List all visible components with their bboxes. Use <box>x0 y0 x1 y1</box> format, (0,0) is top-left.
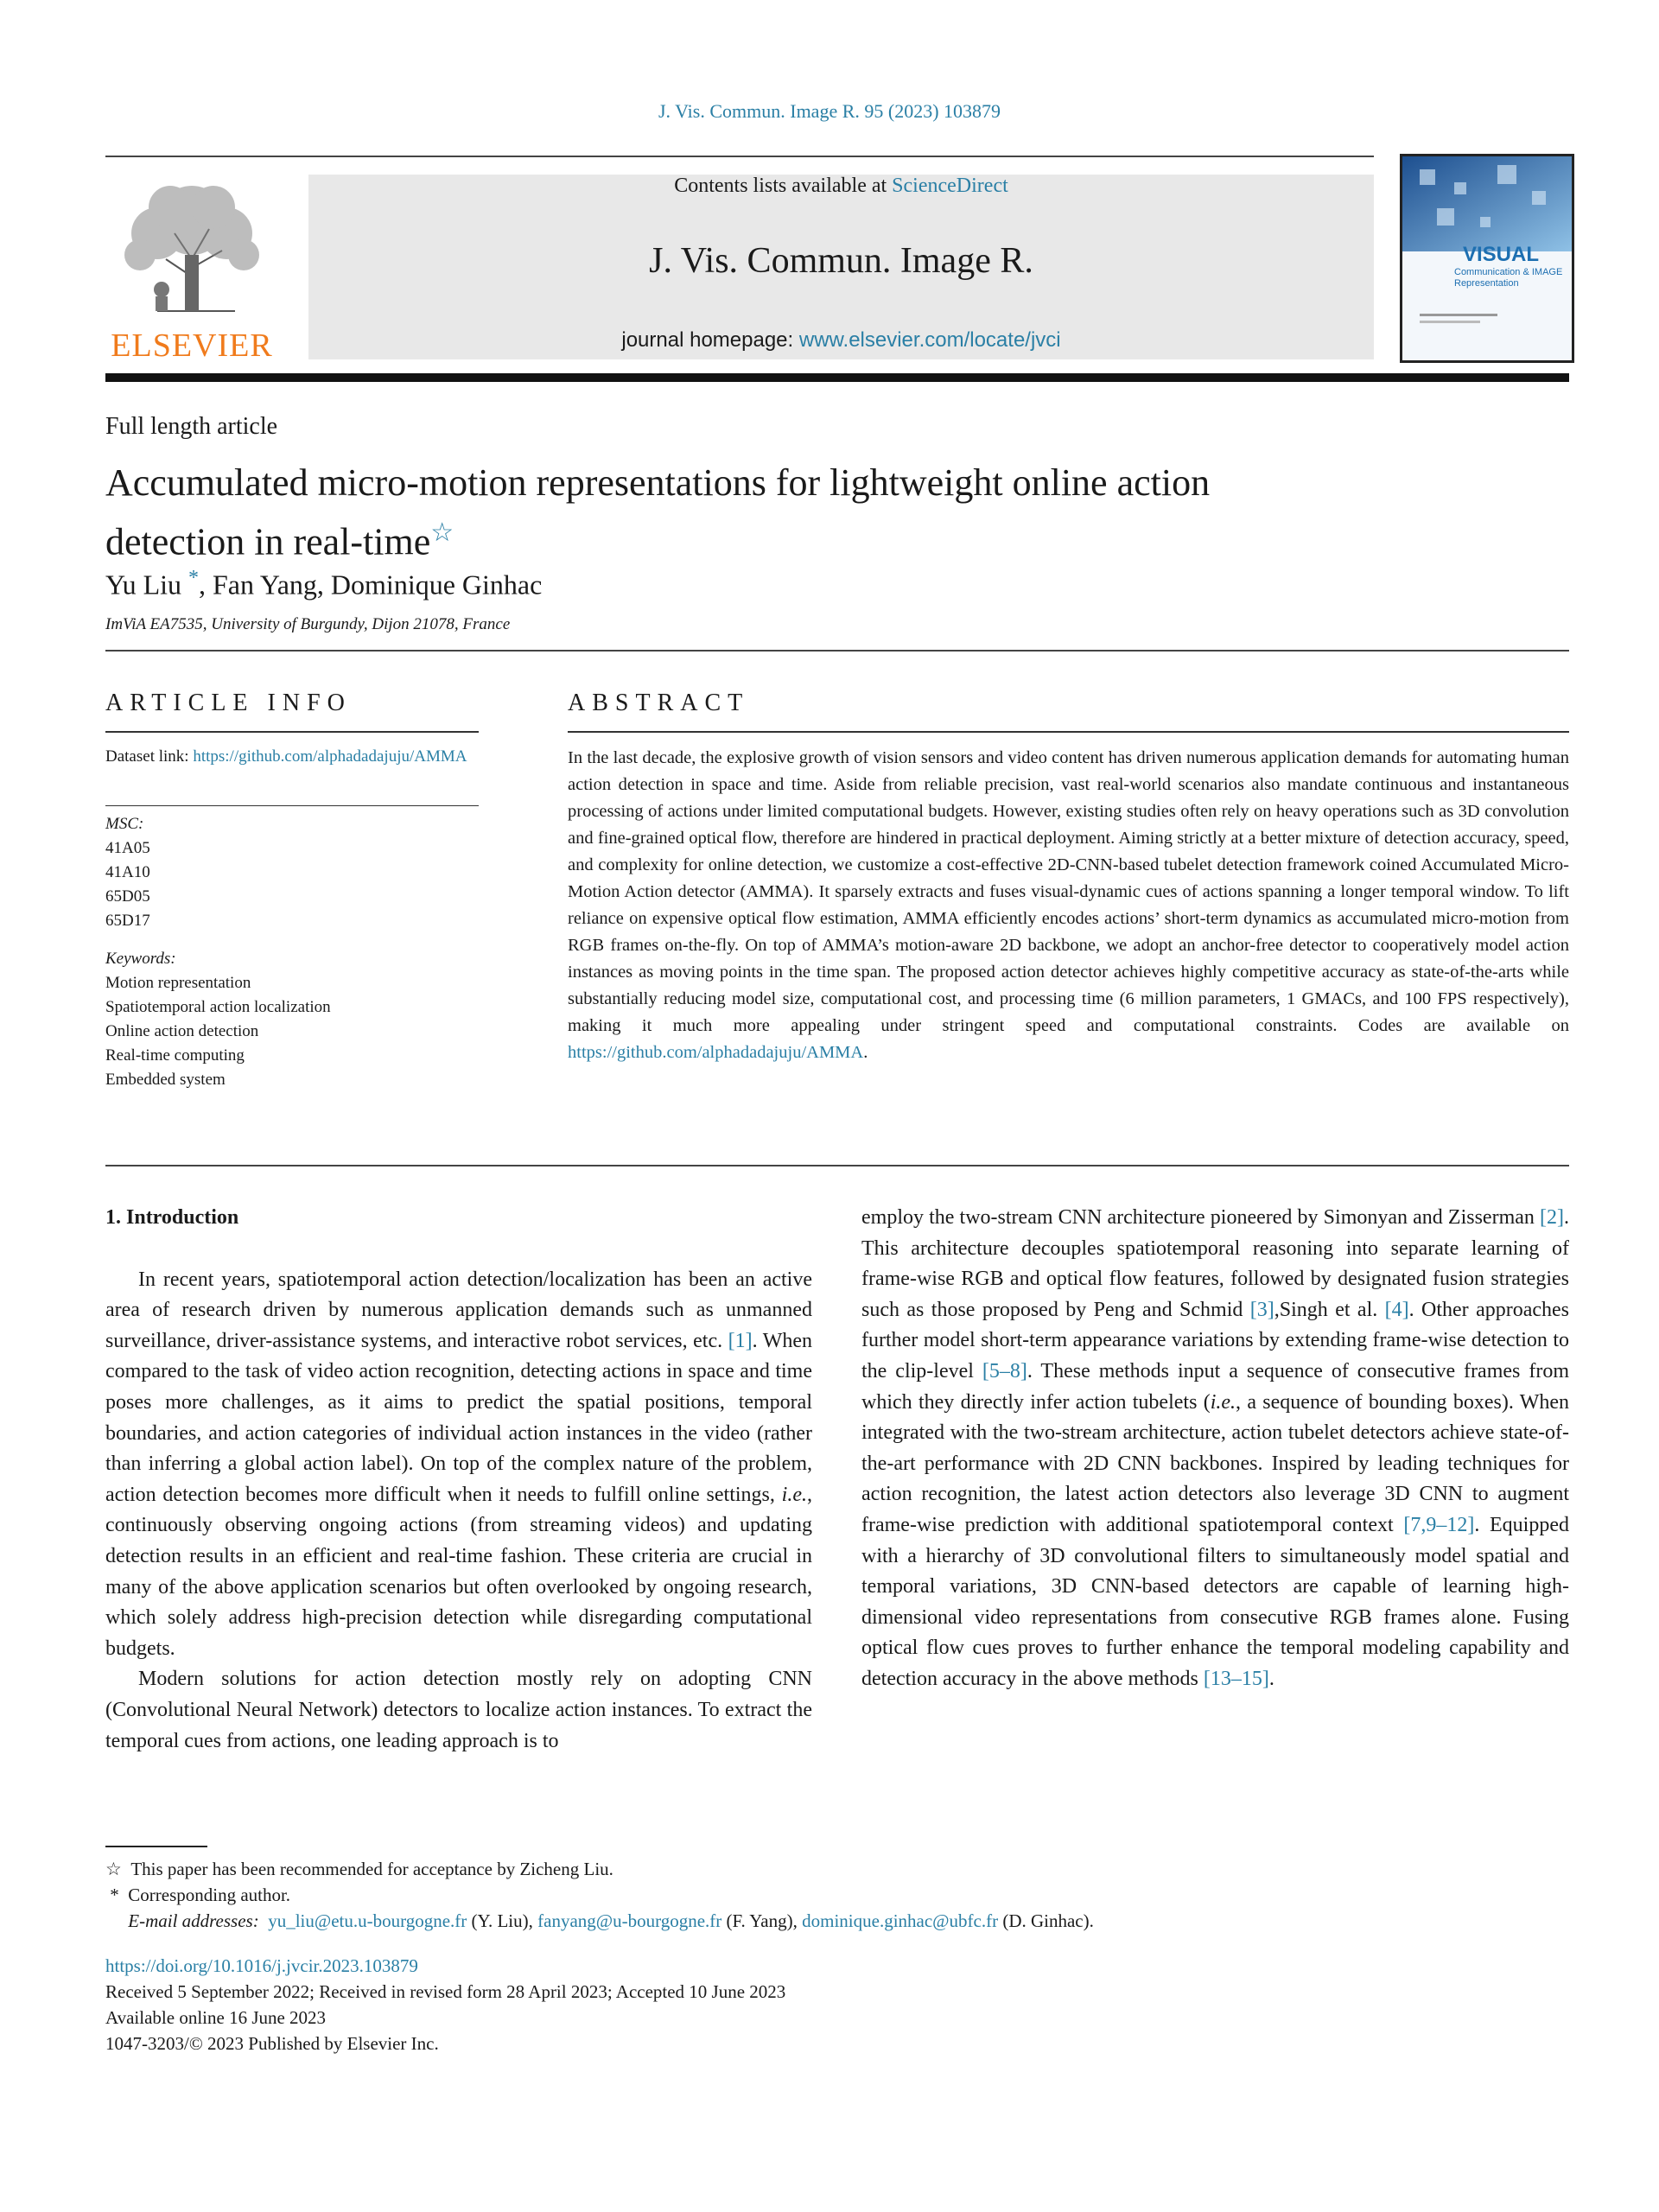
article-title: Accumulated micro-motion representations for lightweight online action detection in real-time☆ <box>105 461 1211 563</box>
journal-reference[interactable]: J. Vis. Commun. Image R. 95 (2023) 103879 <box>658 100 1001 122</box>
title-footnote-star-icon[interactable]: ☆ <box>430 518 454 547</box>
homepage-link[interactable]: www.elsevier.com/locate/jvci <box>798 328 1061 352</box>
email-link-liu[interactable]: yu_liu@etu.u-bourgogne.fr <box>268 1910 467 1931</box>
abstract-rule <box>568 731 1569 733</box>
email-link-ginhac[interactable]: dominique.ginhac@ubfc.fr <box>802 1910 999 1931</box>
keyword: Online action detection <box>105 1022 259 1040</box>
code-link[interactable]: https://github.com/alphadadajuju/AMMA <box>568 1043 864 1062</box>
keyword: Embedded system <box>105 1071 226 1089</box>
citation-link[interactable]: [5–8] <box>982 1359 1027 1382</box>
received-dates: Received 5 September 2022; Received in revised form 28 April 2023; Accepted 10 June 2023 <box>105 1981 786 2002</box>
masthead-thick-rule <box>105 373 1569 382</box>
msc-label: MSC: <box>105 815 144 833</box>
right-column <box>861 1203 1569 1695</box>
citation-link[interactable]: [3] <box>1249 1298 1274 1321</box>
keywords-label: Keywords: <box>105 950 176 968</box>
doi-link[interactable]: https://doi.org/10.1016/j.jvcir.2023.103879 <box>105 1955 418 1976</box>
abstract-heading: ABSTRACT <box>568 690 750 716</box>
article-info-divider <box>105 805 479 806</box>
keyword: Spatiotemporal action localization <box>105 998 331 1016</box>
intro-paragraph-1: In recent years, spatiotemporal action detection/localization has been an active area of research driven by numerous application demands such as unmanned surveillance, driver-assistance systems, and interactive robot services, etc. [1]. When compared to the task of video action recognition, detecting actions in space and time poses more challenges, as it aims to predict the spatial positions, temporal boundaries, and action categories of individual action instances in the video (rather than inferring a global action label). On top of the complex nature of the problem, action detection becomes more difficult when it needs to fulfill online settings, i.e., continuously observing ongoing actions (from streaming videos) and updating detection results in an efficient and real-time fashion. These criteria are crucial in many of the above application scenarios but often overlooked by ongoing research, which solely address high-precision detection while disregarding computational budgets. <box>105 1268 813 1660</box>
elsevier-wordmark: ELSEVIER <box>111 327 273 364</box>
citation-link[interactable]: [4] <box>1384 1298 1409 1321</box>
authors: Yu Liu *, Fan Yang, Dominique Ginhac <box>105 567 543 601</box>
journal-cover-image <box>1400 154 1574 363</box>
dataset-link-block: Dataset link: https://github.com/alphadadajuju/AMMA <box>105 747 467 766</box>
citation-link[interactable]: [2] <box>1540 1206 1564 1229</box>
footnote-recommendation: ☆ This paper has been recommended for acceptance by Zicheng Liu. <box>105 1859 613 1879</box>
header-rule <box>105 156 1374 157</box>
cover-subtitle: Communication & IMAGE Representation <box>1454 267 1563 289</box>
abstract-body: In the last decade, the explosive growth of vision sensors and video content has driven numerous application demands for automating human action detection in space and time. Aside from reliable precision, vast real-world scenarios also mandate continuous and instantaneous processing of actions under limited computational budgets. However, existing studies often rely on heavy operations such as 3D convolution and fine-grained optical flow, therefore are hindered in practical deployment. Aiming strictly at a better mixture of detection accuracy, speed, and complexity for online detection, we customize a cost-effective 2D-CNN-based tubelet detection framework coined Accumulated Micro-Motion Action detector (AMMA). It sparsely extracts and fuses visual-dynamic cues of actions spanning a longer temporal window. To lift reliance on expensive optical flow estimation, AMMA efficiently encodes actions’ short-term dynamics as accumulated micro-motion from RGB frames on-the-fly. On top of AMMA’s motion-aware 2D backbone, we adopt an anchor-free detector to cooperatively model action instances as moving points in the time span. The proposed action detector achieves highly competitive accuracy as state-of-the-arts while substantially reducing model size, computational cost, and processing time (6 million parameters, 1 GMACs, and 100 FPS respectively), making it much more appealing under stringent speed and computational constraints. Codes are available on https://github.com/alphadadajuju/AMMA. <box>568 748 1569 1062</box>
footnote-corresponding: * Corresponding author. <box>110 1885 291 1905</box>
citation-link[interactable]: [13–15] <box>1203 1667 1269 1690</box>
article-type: Full length article <box>105 413 278 440</box>
contents-line: Contents lists available at ScienceDirect <box>674 175 1008 197</box>
article-footer <box>105 1953 785 2056</box>
msc-code: 65D05 <box>105 887 150 906</box>
copyright: 1047-3203/© 2023 Published by Elsevier Inc. <box>105 2033 439 2054</box>
email-link-yang[interactable]: fanyang@u-bourgogne.fr <box>537 1910 722 1931</box>
intro-paragraph-2: Modern solutions for action detection mostly rely on adopting CNN (Convolutional Neural Network) detectors to localize action instances. To extract the temporal cues from actions, one leading approach is to <box>105 1668 812 1752</box>
body-rule <box>105 1165 1569 1166</box>
introduction-heading: 1. Introduction <box>105 1206 239 1229</box>
keyword: Motion representation <box>105 974 251 992</box>
citation-link[interactable]: [7,9–12] <box>1403 1513 1475 1536</box>
affiliation: ImViA EA7535, University of Burgundy, Dijon 21078, France <box>105 615 511 633</box>
footnote-emails: E-mail addresses: yu_liu@etu.u-bourgogne.fr (Y. Liu), fanyang@u-bourgogne.fr (F. Yang), dominique.ginhac@ubfc.fr (D. Ginhac). <box>128 1910 1094 1931</box>
journal-title: J. Vis. Commun. Image R. <box>649 241 1033 281</box>
intro-paragraph-2-cont: employ the two-stream CNN architecture pioneered by Simonyan and Zisserman [2]. This architecture decouples spatiotemporal reasoning into separate learning of frame-wise RGB and optical flow features, followed by designated fusion strategies such as those proposed by Peng and Schmid [3],Singh et al. [4]. Other approaches further model short-term appearance variations by extending frame-wise detection to the clip-level [5–8]. These methods input a sequence of consecutive frames from which they directly infer action tubelets (i.e., a sequence of bounding boxes). When integrated with the two-stream architecture, action tubelet detectors achieve state-of-the-art performance with 2D CNN backbones. Inspired by leading techniques for action recognition, the latest action detectors also leverage 3D CNN to augment frame-wise prediction with additional spatiotemporal context [7,9–12]. Equipped with a hierarchy of 3D convolutional filters to simultaneously model spatial and temporal variations, 3D CNN-based detectors are capable of learning high-dimensional video representations from consecutive RGB frames alone. Fusing optical flow cues proves to further enhance the temporal modeling capability and detection accuracy in the above methods [13–15]. <box>861 1206 1570 1690</box>
keywords-block <box>105 947 486 1092</box>
msc-block <box>105 812 486 933</box>
msc-code: 41A05 <box>105 839 150 857</box>
footnote-star-icon: ☆ <box>105 1859 122 1879</box>
section-rule <box>105 650 1569 652</box>
dataset-link[interactable]: https://github.com/alphadadajuju/AMMA <box>193 747 467 766</box>
left-column <box>105 1203 812 1757</box>
keyword: Real-time computing <box>105 1046 245 1065</box>
footnote-asterisk: * <box>110 1885 119 1905</box>
article-info-rule <box>105 731 479 733</box>
journal-homepage: journal homepage: www.elsevier.com/locate/jvci <box>621 328 1061 352</box>
available-online: Available online 16 June 2023 <box>105 2007 327 2028</box>
msc-code: 41A10 <box>105 863 150 881</box>
author-liu: Yu Liu <box>105 569 181 601</box>
corresponding-author-mark[interactable]: * <box>188 567 199 589</box>
article-info-heading: ARTICLE INFO <box>105 690 352 716</box>
footnote-rule <box>105 1846 207 1847</box>
sciencedirect-link[interactable]: ScienceDirect <box>892 175 1008 197</box>
msc-code: 65D17 <box>105 912 150 930</box>
cover-title: VISUAL <box>1463 243 1540 266</box>
citation-link[interactable]: [1] <box>728 1329 753 1352</box>
